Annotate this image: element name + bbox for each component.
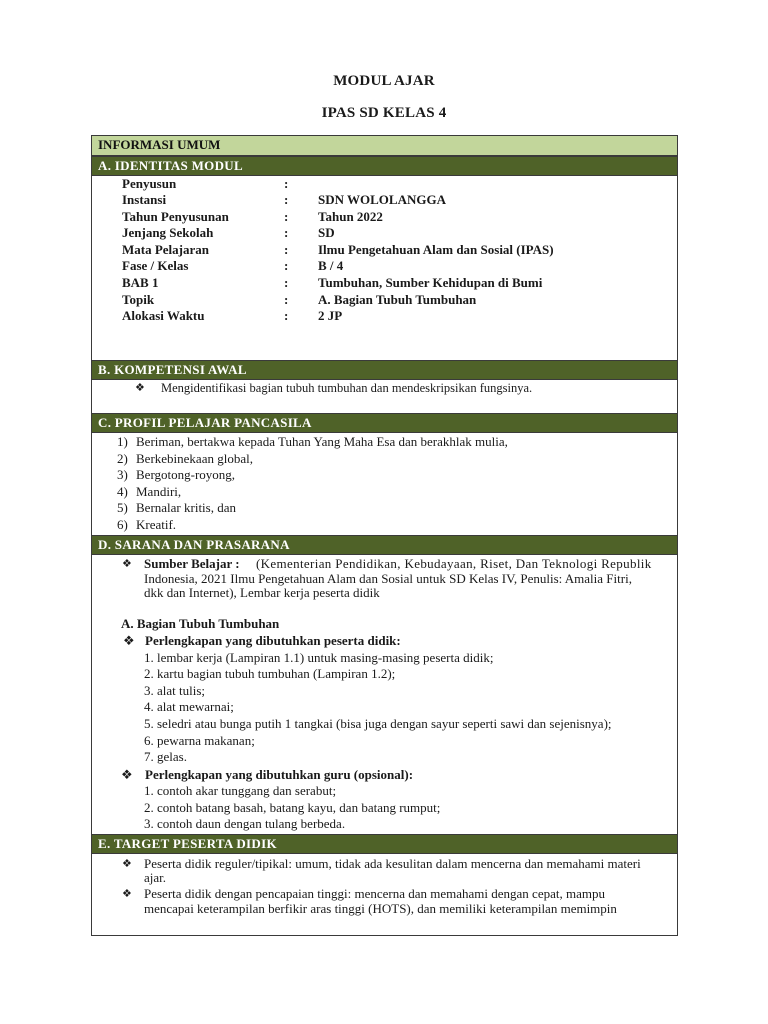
- identitas-colon: :: [284, 209, 289, 224]
- identitas-label: Topik: [122, 292, 155, 307]
- list-item: 3. contoh daun dengan tulang berbeda.: [144, 816, 346, 831]
- list-item: 3. alat tulis;: [144, 683, 206, 698]
- identitas-label: Instansi: [122, 192, 167, 207]
- profil-number: 2): [117, 451, 128, 466]
- diamond-bullet-icon: ❖: [122, 858, 132, 870]
- target-item-text: Peserta didik dengan pencapaian tinggi: mencerna dan memahami dengan cepat, mampu: [144, 886, 605, 901]
- sarana-sub-heading: A. Bagian Tubuh Tumbuhan: [121, 616, 280, 631]
- identitas-colon: :: [284, 308, 289, 323]
- target-item-text: Peserta didik reguler/tipikal: umum, tidak ada kesulitan dalam mencerna dan memahami materi: [144, 856, 641, 871]
- identitas-colon: :: [284, 258, 289, 273]
- identitas-label: Jenjang Sekolah: [122, 225, 214, 240]
- list-item: 2. contoh batang basah, batang kayu, dan batang rumput;: [144, 800, 441, 815]
- identitas-colon: :: [284, 225, 289, 240]
- identitas-value: 2 JP: [318, 308, 343, 323]
- identitas-label: Tahun Penyusunan: [122, 209, 229, 224]
- profil-text: Bernalar kritis, dan: [136, 500, 236, 515]
- identitas-value: SD: [318, 225, 335, 240]
- diamond-bullet-icon: ❖: [122, 888, 132, 900]
- identitas-label: BAB 1: [122, 275, 159, 290]
- profil-text: Bergotong-royong,: [136, 467, 236, 482]
- identitas-value: Tumbuhan, Sumber Kehidupan di Bumi: [318, 275, 543, 290]
- profil-number: 4): [117, 484, 128, 499]
- perlengkapan-guru-label: Perlengkapan yang dibutuhkan guru (opsional):: [145, 767, 414, 782]
- profil-text: Beriman, bertakwa kepada Tuhan Yang Maha Esa dan berakhlak mulia,: [136, 434, 508, 449]
- module-table: [91, 135, 678, 936]
- identitas-label: Mata Pelajaran: [122, 242, 210, 257]
- document-title: MODUL AJAR: [333, 73, 435, 89]
- section-c-header: C. PROFIL PELAJAR PANCASILA: [92, 413, 677, 433]
- profil-text: Berkebinekaan global,: [136, 451, 253, 466]
- diamond-bullet-icon: ❖: [123, 633, 135, 648]
- identitas-colon: :: [284, 275, 289, 290]
- identitas-value: Tahun 2022: [318, 209, 383, 224]
- sumber-belajar-label: Sumber Belajar :: [144, 556, 240, 571]
- list-item: 5. seledri atau bunga putih 1 tangkai (bisa juga dengan sayur seperti sawi dan sejenisnya);: [144, 716, 612, 731]
- identitas-value: SDN WOLOLANGGA: [318, 192, 446, 207]
- identitas-colon: :: [284, 176, 289, 191]
- identitas-colon: :: [284, 192, 289, 207]
- informasi-umum-header: INFORMASI UMUM: [92, 136, 677, 156]
- diamond-bullet-icon: ❖: [122, 558, 132, 570]
- sumber-belajar-text: (Kementerian Pendidikan, Kebudayaan, Riset, Dan Teknologi Republik: [256, 556, 652, 571]
- target-item-text: mencapai keterampilan berfikir aras tinggi (HOTS), dan memiliki keterampilan memimpin: [144, 901, 617, 916]
- identitas-label: Alokasi Waktu: [122, 308, 205, 323]
- identitas-value: B / 4: [318, 258, 344, 273]
- section-d-header: D. SARANA DAN PRASARANA: [92, 535, 677, 555]
- list-item: 7. gelas.: [144, 749, 187, 764]
- identitas-colon: :: [284, 242, 289, 257]
- sumber-belajar-text: dkk dan Internet), Lembar kerja peserta didik: [144, 585, 380, 600]
- identitas-colon: :: [284, 292, 289, 307]
- identitas-label: Fase / Kelas: [122, 258, 189, 273]
- list-item: 1. contoh akar tunggang dan serabut;: [144, 783, 337, 798]
- section-a-header: A. IDENTITAS MODUL: [92, 156, 677, 176]
- profil-text: Kreatif.: [136, 517, 177, 532]
- list-item: 2. kartu bagian tubuh tumbuhan (Lampiran 1.2);: [144, 666, 396, 681]
- kompetensi-awal-text: Mengidentifikasi bagian tubuh tumbuhan dan mendeskripsikan fungsinya.: [161, 381, 533, 395]
- sumber-belajar-text: Indonesia, 2021 Ilmu Pengetahuan Alam dan Sosial untuk SD Kelas IV, Penulis: Amalia Fitri,: [144, 571, 632, 586]
- target-item-text: ajar.: [144, 870, 167, 885]
- profil-number: 1): [117, 434, 128, 449]
- identitas-value: Ilmu Pengetahuan Alam dan Sosial (IPAS): [318, 242, 554, 257]
- diamond-bullet-icon: ❖: [135, 382, 145, 394]
- profil-number: 6): [117, 517, 128, 532]
- perlengkapan-siswa-label: Perlengkapan yang dibutuhkan peserta didik:: [145, 633, 401, 648]
- profil-number: 3): [117, 467, 128, 482]
- profil-number: 5): [117, 500, 128, 515]
- diamond-bullet-icon: ❖: [121, 767, 133, 782]
- identitas-value: A. Bagian Tubuh Tumbuhan: [318, 292, 477, 307]
- section-b-header: B. KOMPETENSI AWAL: [92, 360, 677, 380]
- identitas-label: Penyusun: [122, 176, 177, 191]
- list-item: 6. pewarna makanan;: [144, 733, 255, 748]
- section-e-header: E. TARGET PESERTA DIDIK: [92, 834, 677, 854]
- list-item: 4. alat mewarnai;: [144, 699, 234, 714]
- document-subtitle: IPAS SD KELAS 4: [321, 105, 447, 121]
- profil-text: Mandiri,: [136, 484, 182, 499]
- list-item: 1. lembar kerja (Lampiran 1.1) untuk masing-masing peserta didik;: [144, 650, 494, 665]
